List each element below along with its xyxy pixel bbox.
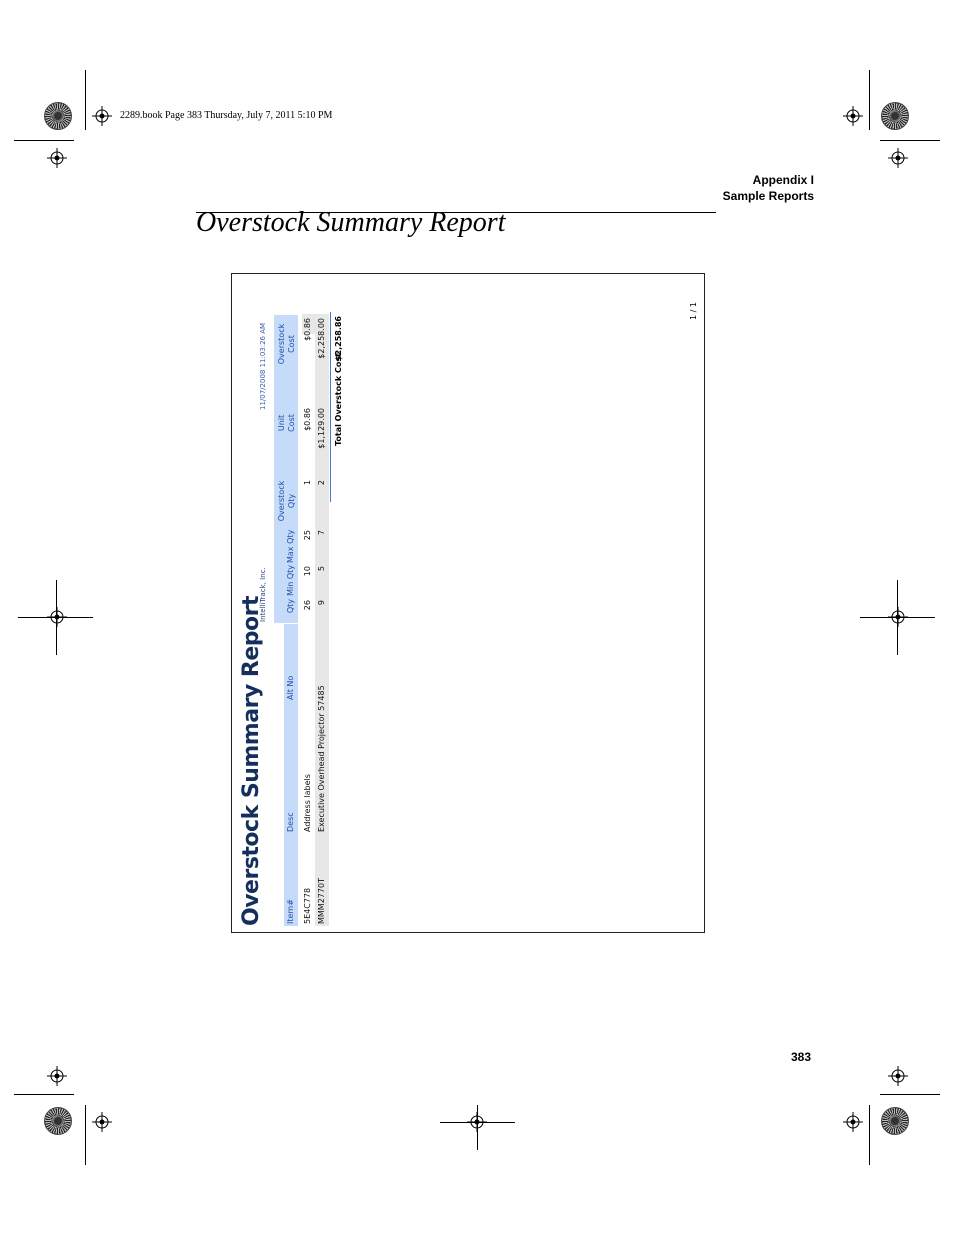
- total-rule: [330, 312, 331, 502]
- starburst-mark-icon: [44, 1107, 72, 1135]
- registration-mark-icon: [843, 1112, 863, 1132]
- cell-desc: Address labels: [303, 774, 312, 832]
- starburst-mark-icon: [881, 1107, 909, 1135]
- registration-mark-icon: [888, 1066, 908, 1086]
- cell-item: MMM2770T: [317, 878, 326, 924]
- registration-mark-icon: [843, 106, 863, 126]
- report-preview: [231, 273, 705, 933]
- cell-overstock-qty: 2: [317, 480, 326, 486]
- cell-qty: 26: [303, 600, 312, 611]
- registration-mark-icon: [92, 1112, 112, 1132]
- cell-overstock-cost: $0.86: [303, 318, 312, 341]
- cell-max-qty: 25: [303, 530, 312, 541]
- col-header-max-qty: Max Qty: [286, 529, 295, 563]
- cell-unit-cost: $1,129.00: [317, 408, 326, 449]
- cell-qty: 9: [317, 600, 326, 606]
- col-header-overstock-cost: Overstock Cost: [277, 323, 296, 365]
- report-page-info: 1 / 1: [689, 302, 698, 320]
- starburst-mark-icon: [44, 102, 72, 130]
- report-title: Overstock Summary Report: [239, 595, 264, 926]
- col-header-overstock-qty: Overstock Qty: [277, 480, 296, 522]
- cell-min-qty: 10: [303, 566, 312, 577]
- appendix-label: Appendix I: [752, 173, 814, 187]
- col-header-unit-cost: Unit Cost: [277, 414, 296, 432]
- registration-mark-icon: [888, 148, 908, 168]
- registration-mark-icon: [47, 148, 67, 168]
- col-header-desc: Desc: [286, 812, 295, 832]
- starburst-mark-icon: [881, 102, 909, 130]
- page-number: 383: [791, 1050, 812, 1064]
- cell-item: 5E4C778: [303, 887, 312, 924]
- registration-mark-icon: [92, 106, 112, 126]
- appendix-subtitle: Sample Reports: [722, 189, 814, 203]
- col-header-min-qty: Min Qty: [286, 565, 295, 596]
- header-band-left: [284, 624, 298, 926]
- registration-mark-icon: [47, 1066, 67, 1086]
- cell-min-qty: 5: [317, 566, 326, 572]
- report-timestamp: 11/07/2008 11:03:26 AM: [259, 322, 267, 410]
- cell-unit-cost: $0.86: [303, 408, 312, 431]
- col-header-alt-no: Alt No: [286, 675, 295, 700]
- total-value: $2,258.86: [334, 316, 343, 362]
- cell-overstock-cost: $2,258.00: [317, 318, 326, 359]
- cell-max-qty: 7: [317, 530, 326, 536]
- report-company: IntelliTrack, Inc.: [259, 567, 267, 622]
- cell-desc: Executive Overhead Projector 57485: [317, 685, 326, 832]
- report-page: [232, 274, 704, 932]
- running-header: [723, 172, 814, 204]
- col-header-item: Item#: [286, 899, 295, 924]
- page-title: Overstock Summary Report: [196, 207, 506, 238]
- cell-overstock-qty: 1: [303, 480, 312, 486]
- total-label: Total Overstock Cost:: [334, 349, 343, 446]
- col-header-qty: Qty: [286, 599, 295, 614]
- printer-slug: 2289.book Page 383 Thursday, July 7, 2011 5:10 PM: [120, 110, 333, 121]
